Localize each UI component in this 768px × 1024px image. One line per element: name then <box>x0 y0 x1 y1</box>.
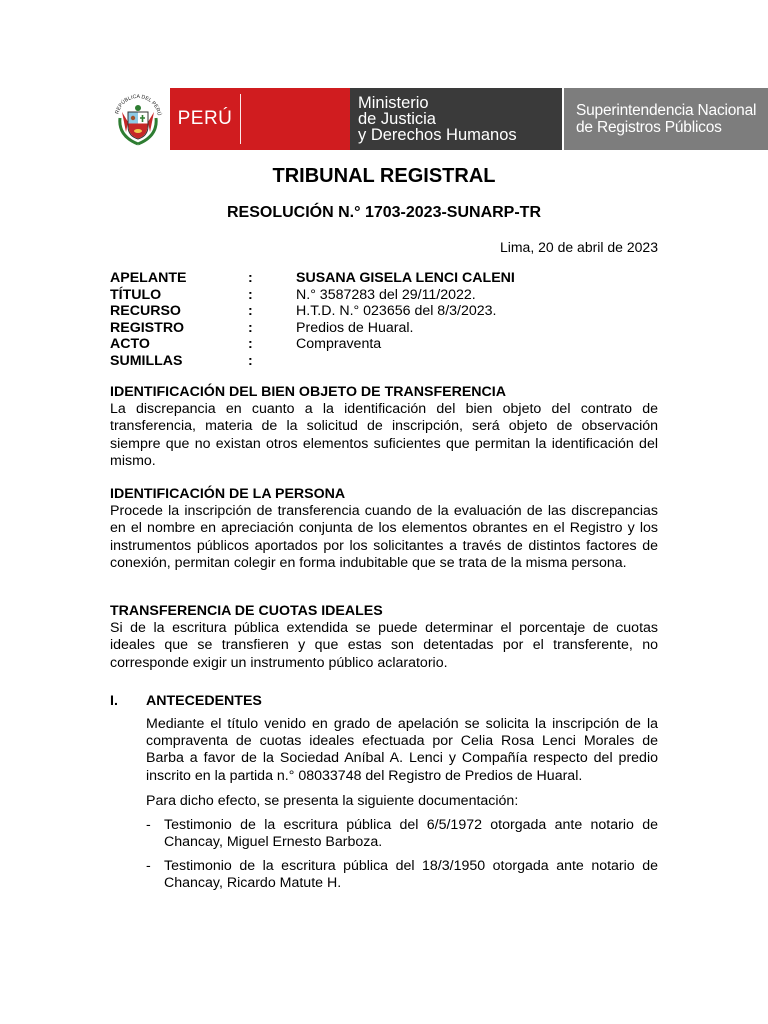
bullet-dash: - <box>146 858 151 874</box>
info-label: ACTO <box>110 336 150 353</box>
agency-block <box>564 88 768 150</box>
resolution-number: RESOLUCIÓN N.° 1703-2023-SUNARP-TR <box>226 204 542 221</box>
paragraph-text: Mediante el título venido en grado de apelación se solicita la inscripción de la compraventa de cuotas ideales efectuada por Celia Rosa Lenci Morales de Barba a favor de la Sociedad Aníbal A. Lenci y Compañía respecto del predio inscrito en la partida n.° 08033748 del Registro de Predios de Huaral. <box>146 716 658 784</box>
info-row-sumillas <box>110 353 515 370</box>
info-label: RECURSO <box>110 303 181 320</box>
info-row-titulo <box>110 287 515 304</box>
info-value: SUSANA GISELA LENCI CALENI <box>296 270 515 286</box>
info-colon: : <box>248 303 253 320</box>
info-colon: : <box>248 336 253 353</box>
sumilla-heading: TRANSFERENCIA DE CUOTAS IDEALES <box>110 603 383 619</box>
brand-divider <box>240 94 241 144</box>
sumilla-text: Procede la inscripción de transferencia cuando de la evaluación de las discrepancias en el nombre en apreciación conjunta de los elementos obrantes en el Registro y los instrumentos públicos aportados por los solicitantes a través de distintos factores de conexión, permitan colegir en forma indubitable que se trata de la misma persona. <box>110 503 658 571</box>
info-label: TÍTULO <box>110 286 162 303</box>
info-colon: : <box>248 352 253 369</box>
info-value: N.° 3587283 del 29/11/2022. <box>296 286 476 303</box>
crest-text: REPÚBLICA DEL PERÚ <box>114 93 162 117</box>
info-value: H.T.D. N.° 023656 del 8/3/2023. <box>296 303 497 320</box>
info-value: Compraventa <box>296 336 382 353</box>
list-item <box>146 858 658 892</box>
agency-line-1: Superintendencia Nacional <box>576 102 757 119</box>
info-value: Predios de Huaral. <box>296 319 414 336</box>
ministry-line-2: de Justicia <box>358 110 436 128</box>
info-colon: : <box>248 286 253 303</box>
peru-label: PERÚ <box>177 108 233 129</box>
info-colon: : <box>248 319 253 336</box>
sumilla-block <box>110 384 658 470</box>
bullet-dash: - <box>146 817 151 833</box>
info-row-registro <box>110 320 515 337</box>
document-date: Lima, 20 de abril de 2023 <box>500 239 658 255</box>
ministry-line-3: y Derechos Humanos <box>358 126 517 144</box>
info-colon: : <box>248 270 253 286</box>
section-paragraph <box>146 793 658 810</box>
info-row-recurso <box>110 303 515 320</box>
ministry-block <box>350 88 562 150</box>
list-item <box>146 817 658 851</box>
sumilla-block <box>110 603 658 672</box>
case-info-table <box>110 270 515 370</box>
sumilla-heading: IDENTIFICACIÓN DE LA PERSONA <box>110 486 346 502</box>
document-title: TRIBUNAL REGISTRAL <box>272 165 496 187</box>
agency-line-2: de Registros Públicos <box>576 119 722 136</box>
info-label: REGISTRO <box>110 319 185 336</box>
section-heading <box>110 693 262 709</box>
sumilla-heading: IDENTIFICACIÓN DEL BIEN OBJETO DE TRANSFERENCIA <box>110 384 506 400</box>
section-number: I. <box>110 693 118 709</box>
peru-coat-of-arms-logo <box>108 88 168 150</box>
info-row-acto <box>110 336 515 353</box>
sumilla-block <box>110 486 658 572</box>
sumilla-text: La discrepancia en cuanto a la identificación del bien objeto del contrato de transferencia, materia de la solicitud de inscripción, será objeto de observación siempre que no existan otros elementos suficientes que permitan la identificación del mismo. <box>110 401 658 469</box>
section-title: ANTECEDENTES <box>146 693 262 709</box>
info-row-apelante <box>110 270 515 287</box>
page-header <box>108 88 757 150</box>
list-item-text: Testimonio de la escritura pública del 6/5/1972 otorgada ante notario de Chancay, Miguel Ernesto Barboza. <box>164 817 658 851</box>
info-label: SUMILLAS <box>110 352 183 369</box>
info-label: APELANTE <box>110 270 187 286</box>
section-paragraph <box>146 716 658 785</box>
peru-brand-block <box>170 88 350 150</box>
ministry-line-1: Ministerio <box>358 94 429 112</box>
sumilla-text: Si de la escritura pública extendida se puede determinar el porcentaje de cuotas ideales que se transfieren y que estas son detentadas por el transferente, no corresponde exigir un instrumento público aclaratorio. <box>110 620 658 671</box>
paragraph-text: Para dicho efecto, se presenta la siguiente documentación: <box>146 793 519 809</box>
list-item-text: Testimonio de la escritura pública del 18/3/1950 otorgada ante notario de Chancay, Ricardo Matute H. <box>164 858 658 892</box>
